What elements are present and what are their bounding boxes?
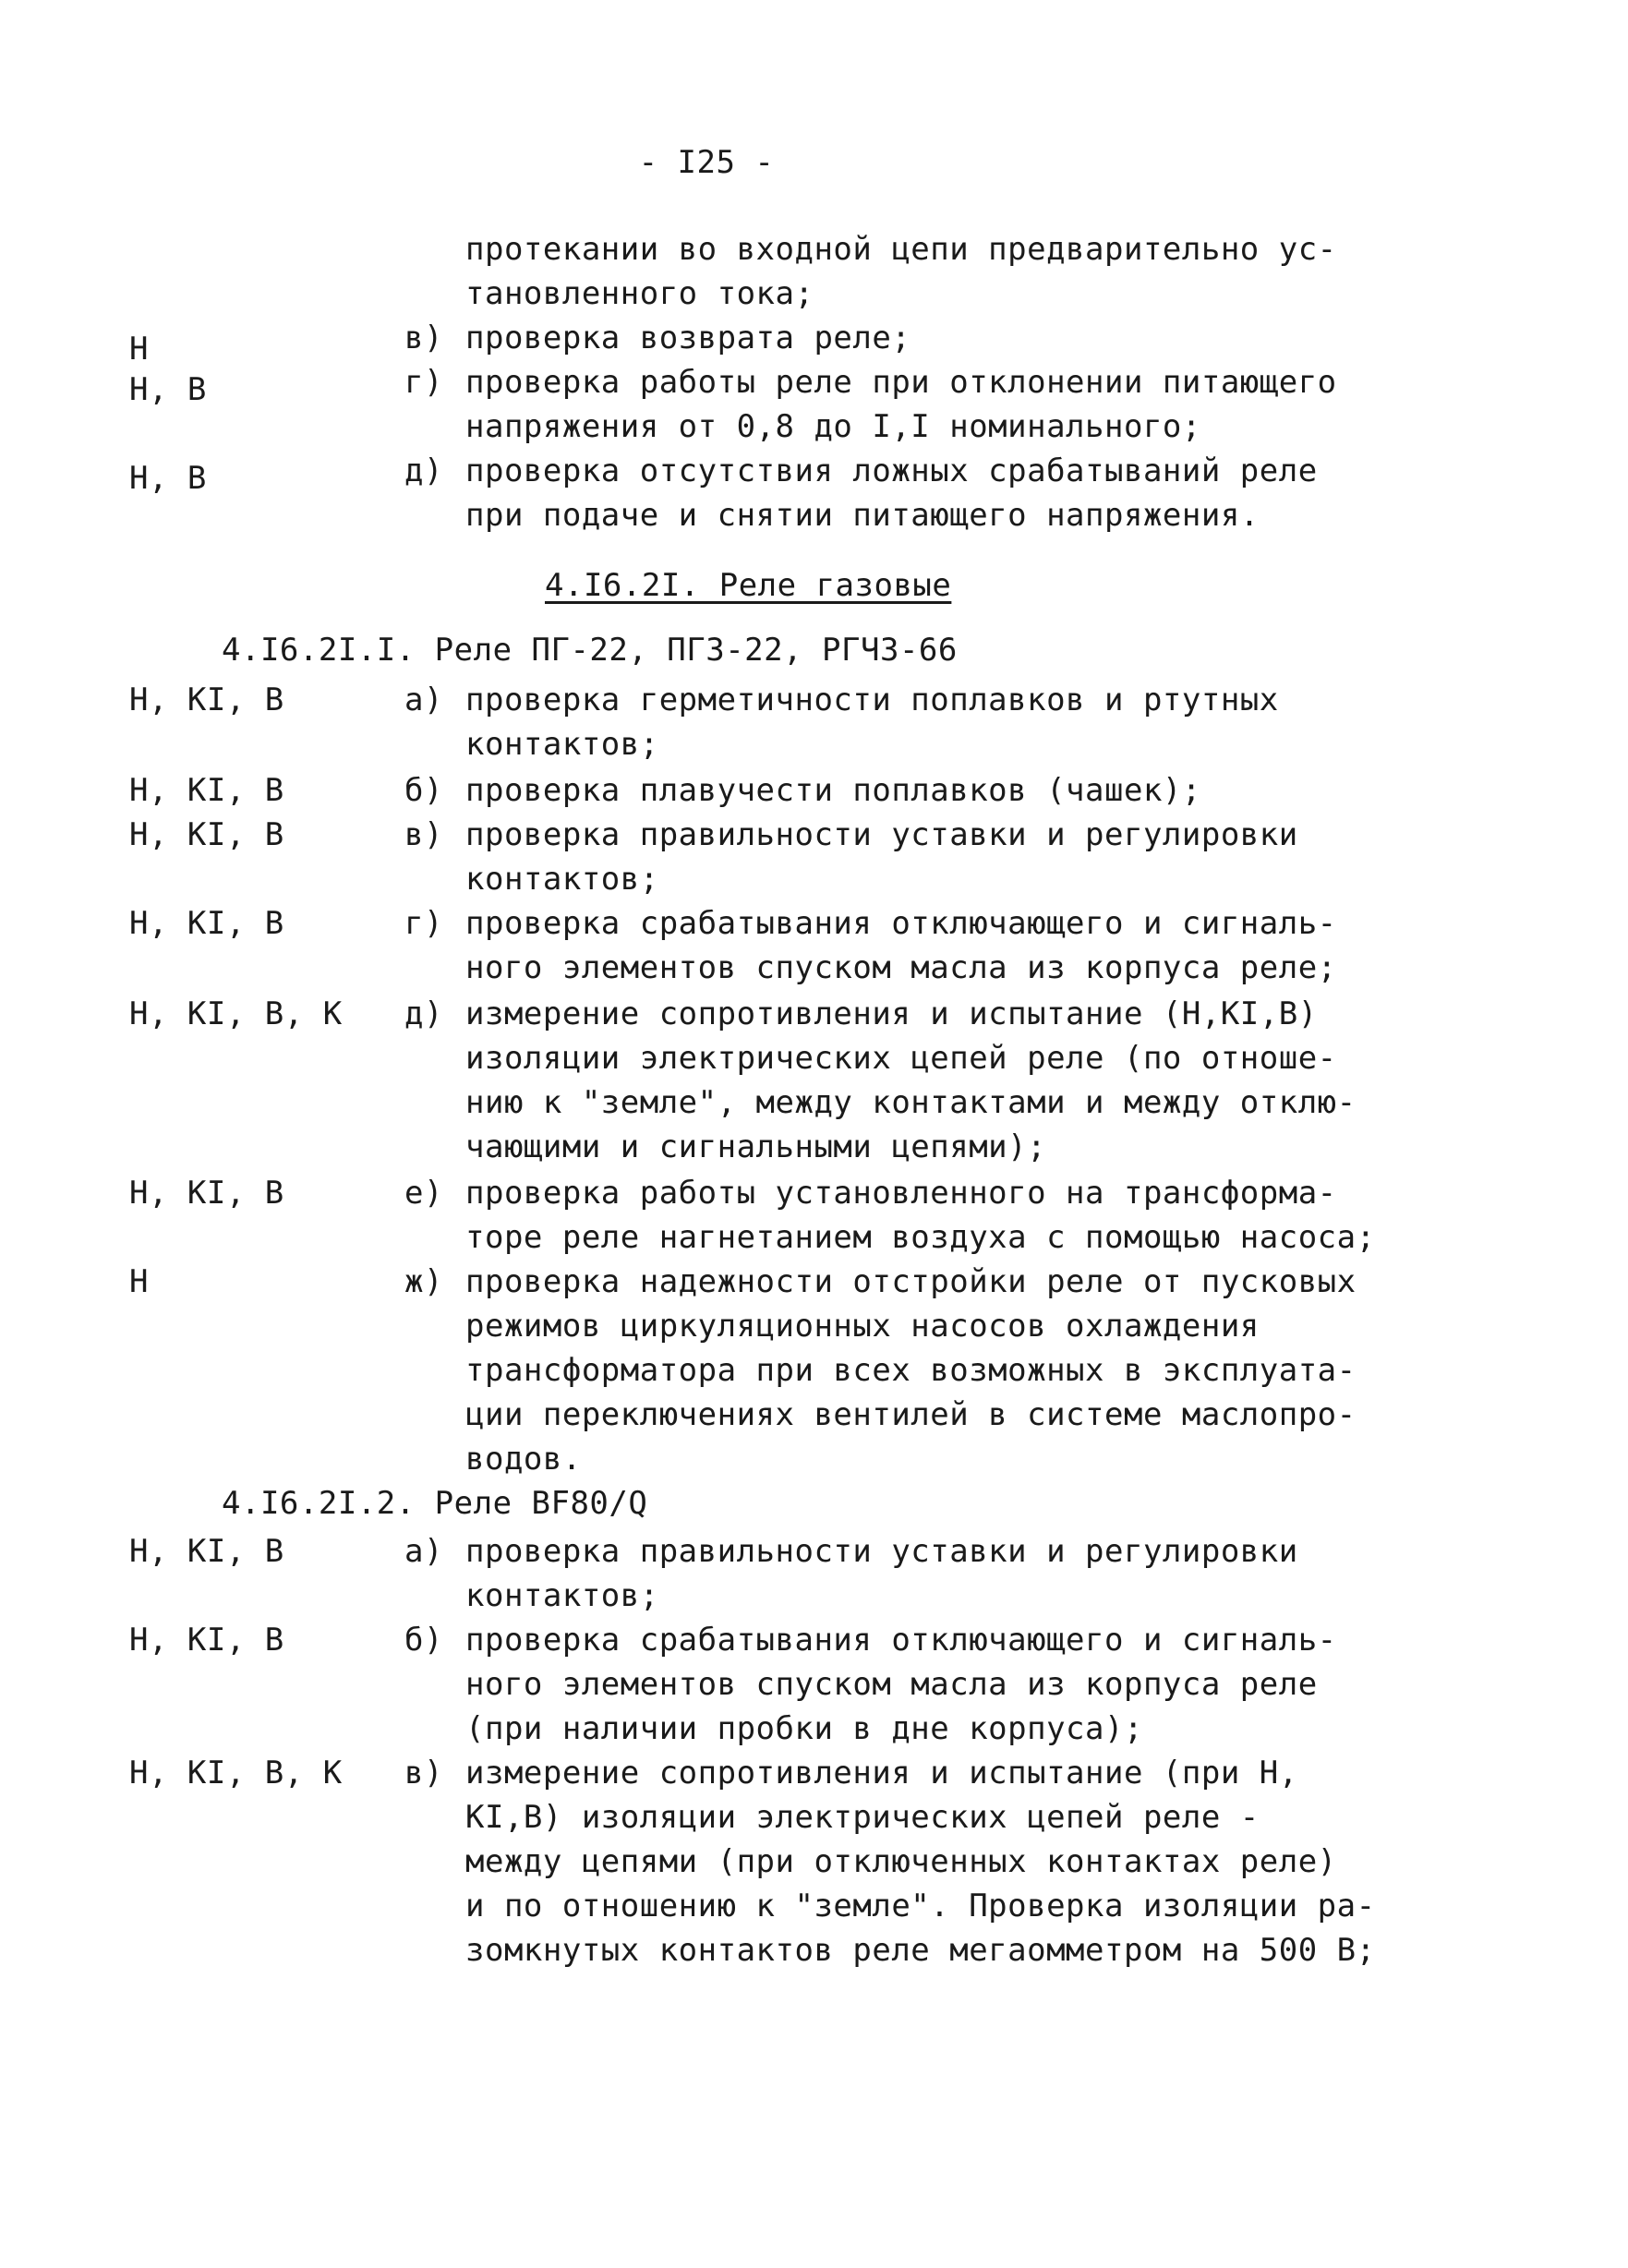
item-codes: Н, КI, В — [129, 905, 284, 942]
item-text-line: торе реле нагнетанием воздуха с помощью насоса; — [465, 1219, 1376, 1256]
item-codes: Н, КI, В — [129, 1622, 284, 1659]
item-codes: Н, КI, В — [129, 1175, 284, 1212]
section-title: 4.I6.2I. Реле газовые — [545, 567, 952, 604]
item-text-line: режимов циркуляционных насосов охлаждения — [465, 1308, 1260, 1345]
item-text-line: измерение сопротивления и испытание (при Н, — [465, 1755, 1298, 1791]
item-letter: г) — [404, 364, 443, 401]
item-text-line: проверка возврата реле; — [465, 320, 911, 356]
subsection-heading: 4.I6.2I.2. Реле BF80/Q — [222, 1485, 648, 1522]
item-text-line: контактов; — [465, 861, 659, 898]
item-text-line: чающими и сигнальными цепями); — [465, 1128, 1047, 1165]
item-codes: Н — [129, 331, 149, 368]
subsection-heading: 4.I6.2I.I. Реле ПГ-22, ПГЗ-22, РГЧЗ-66 — [222, 632, 958, 669]
item-codes: Н, КI, В, К — [129, 1755, 343, 1791]
item-text-line: напряжения от 0,8 до I,I номинального; — [465, 408, 1201, 445]
item-letter: в) — [404, 320, 443, 356]
intro-line: тановленного тока; — [465, 275, 814, 312]
item-text-line: проверка работы реле при отклонении питающего — [465, 364, 1337, 401]
item-text-line: проверка отсутствия ложных срабатываний реле — [465, 452, 1318, 489]
item-letter: б) — [404, 1622, 443, 1659]
item-text-line: зомкнутых контактов реле мегаомметром на 500 В; — [465, 1932, 1376, 1969]
item-text-line: при подаче и снятии питающего напряжения. — [465, 497, 1260, 534]
item-letter: а) — [404, 682, 443, 718]
item-text-line: ции переключениях вентилей в системе маслопро- — [465, 1396, 1357, 1433]
item-letter: е) — [404, 1175, 443, 1212]
item-codes: Н, КI, В — [129, 816, 284, 853]
item-codes: Н, КI, В, К — [129, 995, 343, 1032]
item-text-line: и по отношению к "земле". Проверка изоляции ра- — [465, 1888, 1376, 1924]
item-text-line: проверка плавучести поплавков (чашек); — [465, 772, 1201, 809]
item-text-line: (при наличии пробки в дне корпуса); — [465, 1710, 1143, 1747]
item-letter: б) — [404, 772, 443, 809]
item-text-line: контактов; — [465, 726, 659, 763]
item-text-line: проверка герметичности поплавков и ртутных — [465, 682, 1279, 718]
item-text-line: измерение сопротивления и испытание (Н,КI,В) — [465, 995, 1318, 1032]
item-text-line: ного элементов спуском масла из корпуса реле — [465, 1666, 1318, 1703]
item-text-line: проверка правильности уставки и регулировки — [465, 816, 1298, 853]
item-codes: Н, В — [129, 371, 207, 408]
item-codes: Н, КI, В — [129, 1533, 284, 1570]
item-letter: г) — [404, 905, 443, 942]
item-text-line: между цепями (при отключенных контактах реле) — [465, 1843, 1337, 1880]
item-text-line: водов. — [465, 1441, 582, 1478]
item-text-line: проверка срабатывания отключающего и сигналь- — [465, 1622, 1337, 1659]
item-text-line: нию к "земле", между контактами и между отклю- — [465, 1084, 1357, 1121]
item-text-line: проверка срабатывания отключающего и сигналь- — [465, 905, 1337, 942]
item-codes: Н, КI, В — [129, 682, 284, 718]
item-text-line: контактов; — [465, 1577, 659, 1614]
item-text-line: КI,В) изоляции электрических цепей реле - — [465, 1799, 1260, 1836]
item-text-line: проверка работы установленного на трансформа- — [465, 1175, 1337, 1212]
item-text-line: изоляции электрических цепей реле (по отноше- — [465, 1040, 1337, 1077]
item-text-line: ного элементов спуском масла из корпуса реле; — [465, 949, 1337, 986]
item-codes: Н, КI, В — [129, 772, 284, 809]
item-codes: Н — [129, 1263, 149, 1300]
item-letter: а) — [404, 1533, 443, 1570]
item-letter: д) — [404, 452, 443, 489]
item-text-line: проверка правильности уставки и регулировки — [465, 1533, 1298, 1570]
item-letter: д) — [404, 995, 443, 1032]
item-codes: Н, В — [129, 460, 207, 497]
intro-line: протекании во входной цепи предварительно ус- — [465, 231, 1337, 268]
item-text-line: трансформатора при всех возможных в эксплуата- — [465, 1352, 1357, 1389]
page-number: - I25 - — [638, 144, 775, 181]
item-letter: ж) — [404, 1263, 443, 1300]
item-text-line: проверка надежности отстройки реле от пусковых — [465, 1263, 1357, 1300]
item-letter: в) — [404, 1755, 443, 1791]
item-letter: в) — [404, 816, 443, 853]
